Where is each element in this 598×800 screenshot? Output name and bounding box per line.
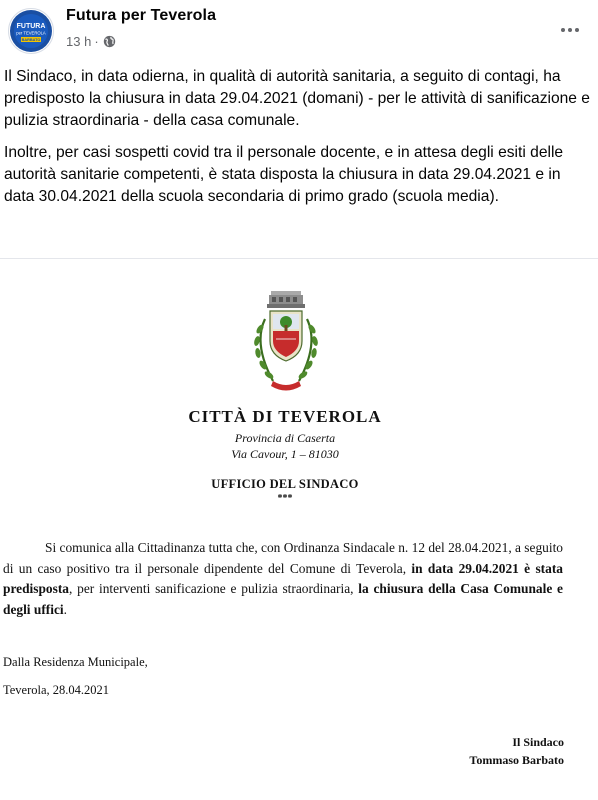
coat-of-arms-icon bbox=[243, 289, 329, 401]
signature-title: Il Sindaco bbox=[512, 735, 564, 749]
signature-name: Tommaso Barbato bbox=[469, 753, 564, 767]
attached-document-image[interactable] bbox=[0, 259, 598, 800]
logo-line1: FUTURA bbox=[16, 23, 46, 30]
post-time[interactable]: 13 h bbox=[66, 34, 92, 49]
document-province: Provincia di Caserta bbox=[234, 431, 336, 445]
logo-line2: per TEVEROLA bbox=[16, 30, 46, 36]
more-options-icon[interactable] bbox=[556, 20, 584, 40]
document-closing-place: Dalla Residenza Municipale, bbox=[3, 655, 148, 669]
notice-bold-1: in data 29.04.2021 è stata predisposta bbox=[3, 560, 563, 596]
document-address: Via Cavour, 1 – 81030 bbox=[231, 447, 339, 461]
page-name-link[interactable]: Futura per Teverola bbox=[66, 7, 217, 24]
post-meta bbox=[66, 34, 116, 49]
futura-logo-icon bbox=[9, 9, 53, 53]
document-notice bbox=[3, 538, 563, 620]
document-city-name: CITTÀ DI TEVEROLA bbox=[188, 407, 382, 426]
globe-icon bbox=[103, 35, 116, 48]
document-stars: *** bbox=[277, 493, 293, 504]
notice-part-3: . bbox=[63, 601, 67, 617]
post-text bbox=[4, 66, 594, 218]
logo-line3: BARBATO bbox=[21, 38, 41, 42]
meta-separator: · bbox=[94, 34, 99, 49]
document-closing-date: Teverola, 28.04.2021 bbox=[3, 683, 110, 697]
post-paragraph-1: Il Sindaco, in data odierna, in qualità di autorità sanitaria, a seguito di contagi, ha predisposto la chiusura in data 29.04.2021 (domani) - per le attività di sanificazione e pulizia straordinaria - della casa comunale. bbox=[4, 68, 590, 129]
post-paragraph-2: Inoltre, per casi sospetti covid tra il personale docente, e in attesa degli esiti delle autorità sanitarie competenti, è stata disposta la chiusura in data 29.04.2021 e in data 30.04.2021 della scuola secondaria di primo grado (scuola media). bbox=[4, 144, 564, 205]
notice-bold-2: la chiusura della Casa Comunale e degli uffici bbox=[3, 581, 563, 617]
page-avatar[interactable] bbox=[8, 8, 54, 54]
notice-part-2: , per interventi sanificazione e pulizia straordinaria, bbox=[68, 581, 359, 596]
document-office: UFFICIO DEL SINDACO bbox=[211, 477, 359, 491]
notice-part-1: Si comunica alla Cittadinanza tutta che, con Ordinanza Sindacale n. 12 del 28.04.2021, a seguito di un caso positivo tra il personale dipendente del Comune di Teverola, bbox=[3, 540, 563, 576]
post-header bbox=[0, 0, 598, 60]
